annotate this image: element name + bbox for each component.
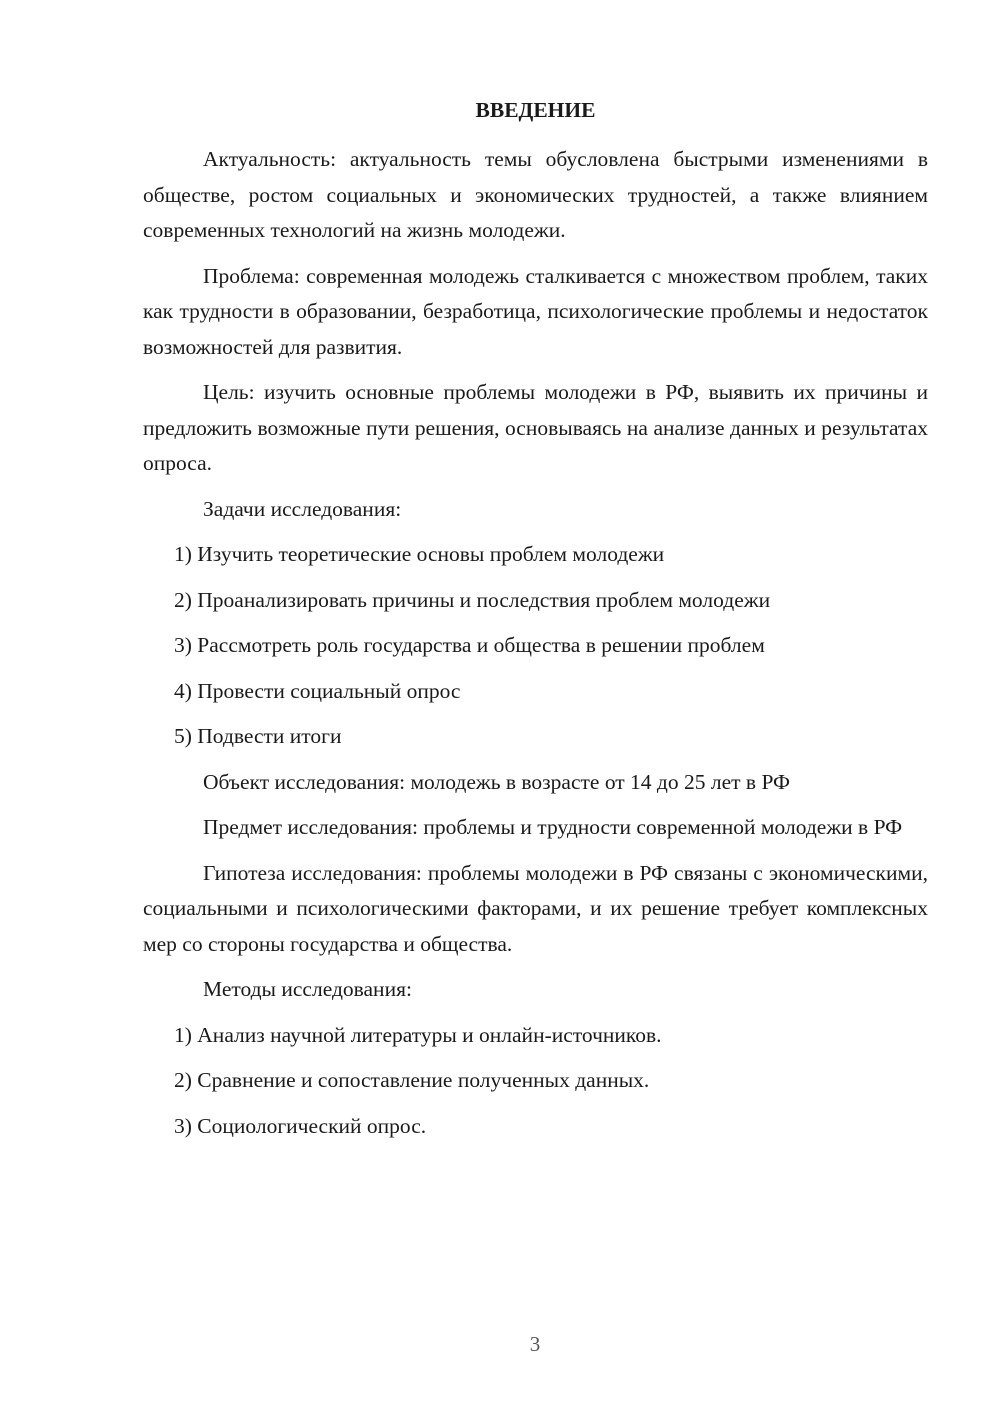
- document-page: [143, 92, 928, 1154]
- tasks-list: [143, 537, 928, 755]
- task-item: 2) Проанализировать причины и последствия проблем молодежи: [174, 587, 771, 612]
- task-item: 5) Подвести итоги: [174, 724, 342, 748]
- relevance-paragraph: Актуальность: актуальность темы обусловлена быстрыми изменениями в обществе, ростом социальных и экономических трудностей, а также влиянием современных технологий на жизнь молодежи.: [143, 147, 928, 242]
- tasks-heading: Задачи исследования:: [203, 496, 402, 521]
- page-number: 3: [529, 1332, 541, 1356]
- task-item: 1) Изучить теоретические основы проблем молодежи: [174, 542, 665, 566]
- section-title: ВВЕДЕНИЕ: [475, 98, 596, 122]
- method-item: 3) Социологический опрос.: [174, 1113, 427, 1138]
- goal-paragraph: Цель: изучить основные проблемы молодежи в РФ, выявить их причины и предложить возможные пути решения, основываясь на анализе данных и результатах опроса.: [143, 380, 928, 475]
- methods-heading: Методы исследования:: [203, 977, 412, 1001]
- hypothesis-paragraph: Гипотеза исследования: проблемы молодежи в РФ связаны с экономическими, социальными и психологическими факторами, и их решение требует комплексных мер со стороны государства и общества.: [143, 860, 928, 956]
- task-item: 4) Провести социальный опрос: [174, 678, 461, 703]
- object-paragraph: Объект исследования: молодежь в возрасте от 14 до 25 лет в РФ: [203, 769, 791, 794]
- problem-paragraph: Проблема: современная молодежь сталкивается с множеством проблем, таких как трудности в образовании, безработица, психологические проблемы и недостаток возможностей для развития.: [143, 263, 928, 359]
- method-item: 2) Сравнение и сопоставление полученных данных.: [174, 1068, 650, 1092]
- methods-list: [143, 1018, 928, 1145]
- subject-paragraph: Предмет исследования: проблемы и трудности современной молодежи в РФ: [203, 815, 903, 839]
- method-item: 1) Анализ научной литературы и онлайн-источников.: [174, 1022, 662, 1047]
- task-item: 3) Рассмотреть роль государства и общества в решении проблем: [174, 633, 765, 657]
